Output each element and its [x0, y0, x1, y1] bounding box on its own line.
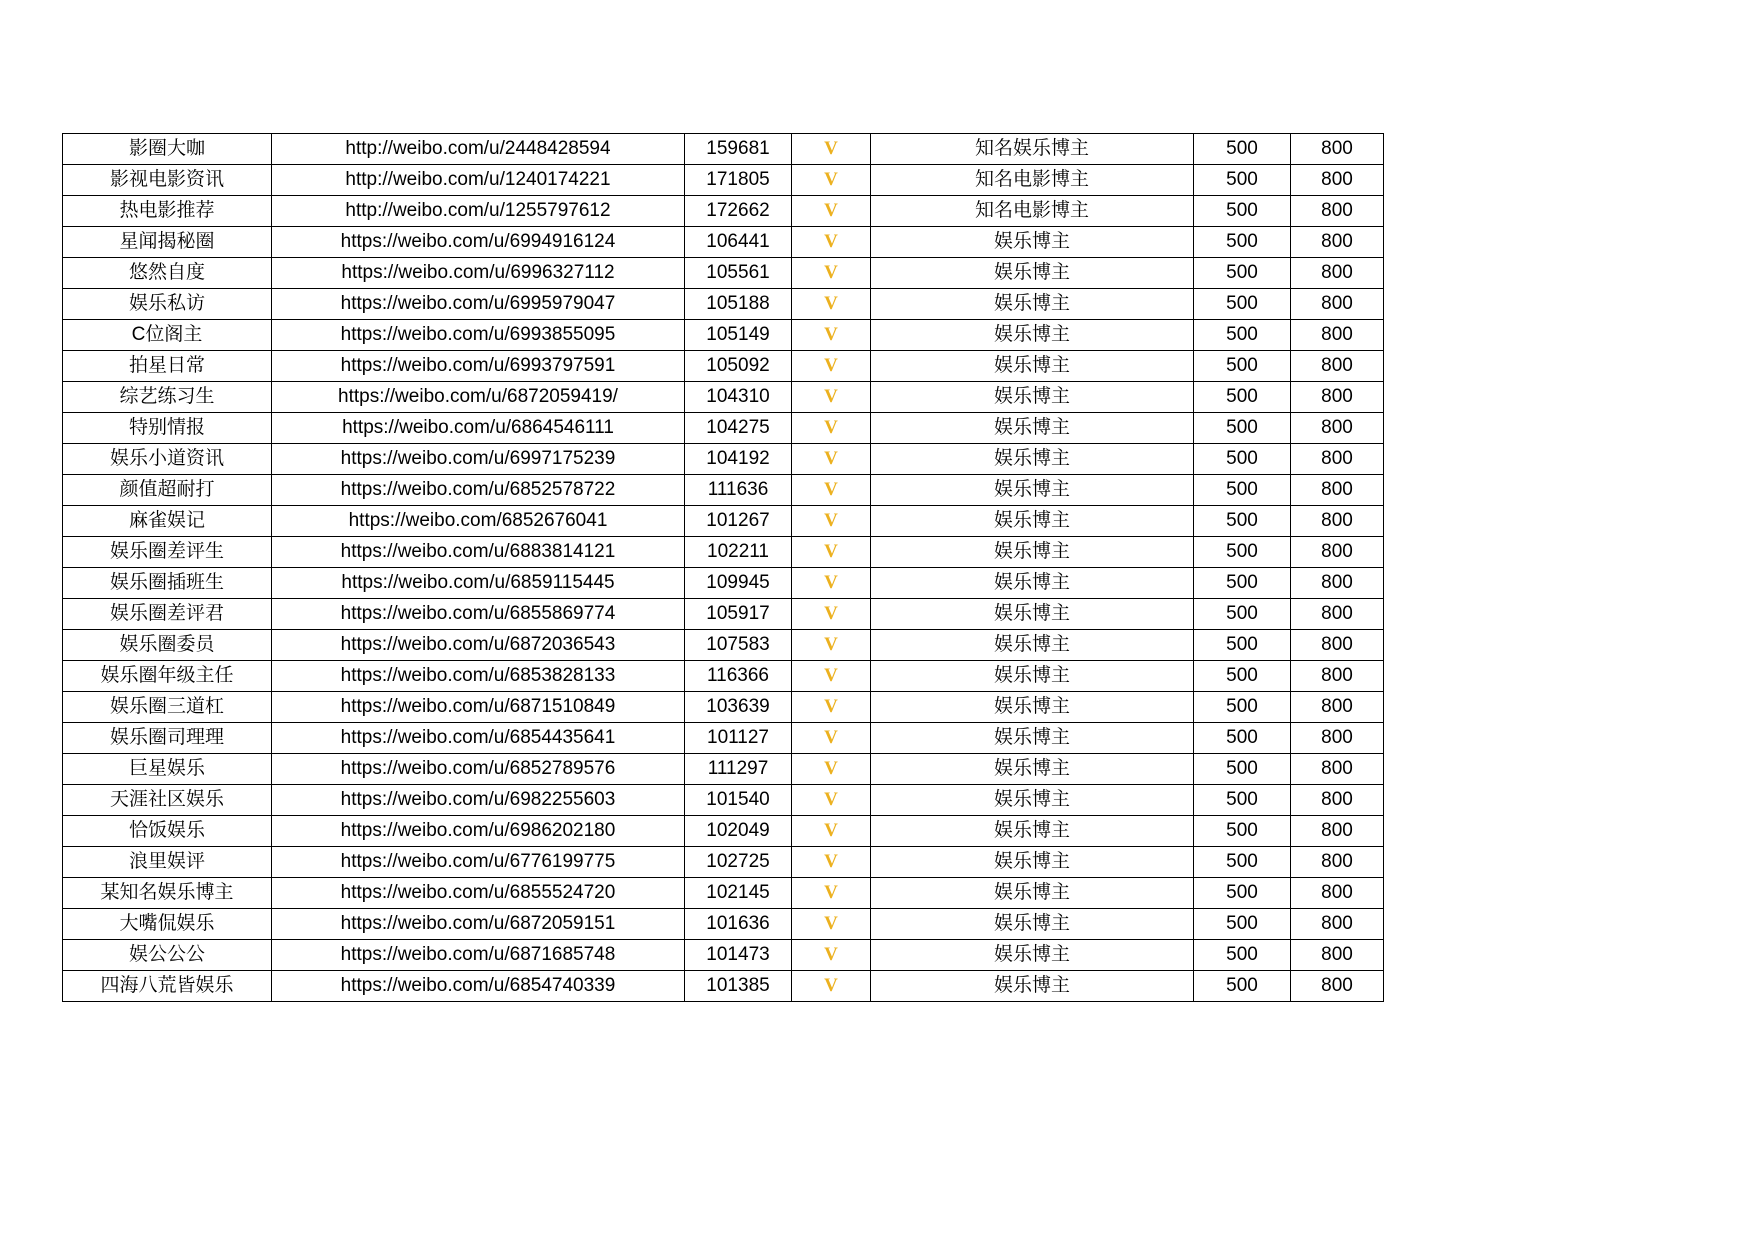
- cell-price-two: 800: [1291, 320, 1384, 351]
- cell-blogger-type: 娱乐博主: [871, 816, 1194, 847]
- cell-blogger-name: 大嘴侃娱乐: [63, 909, 272, 940]
- cell-blogger-name: 娱乐圈委员: [63, 630, 272, 661]
- cell-blogger-name: 麻雀娱记: [63, 506, 272, 537]
- badge-label: V: [824, 293, 838, 314]
- cell-blogger-type: 娱乐博主: [871, 227, 1194, 258]
- cell-price-one: 500: [1194, 692, 1291, 723]
- verified-badge-icon: [792, 847, 871, 878]
- cell-blogger-name: 娱乐圈差评生: [63, 537, 272, 568]
- cell-blogger-type: 娱乐博主: [871, 940, 1194, 971]
- cell-price-one: 500: [1194, 909, 1291, 940]
- verified-badge-icon: [792, 382, 871, 413]
- cell-profile-url[interactable]: https://weibo.com/u/6982255603: [272, 785, 685, 816]
- cell-blogger-type: 娱乐博主: [871, 847, 1194, 878]
- cell-blogger-type: 娱乐博主: [871, 258, 1194, 289]
- verified-badge-icon: [792, 320, 871, 351]
- cell-blogger-name: 影视电影资讯: [63, 165, 272, 196]
- cell-blogger-name: 颜值超耐打: [63, 475, 272, 506]
- badge-label: V: [824, 727, 838, 748]
- badge-label: V: [824, 572, 838, 593]
- table-row[interactable]: [63, 599, 1384, 630]
- table-row[interactable]: [63, 196, 1384, 227]
- badge-label: V: [824, 386, 838, 407]
- cell-blogger-type: 娱乐博主: [871, 568, 1194, 599]
- cell-price-two: 800: [1291, 785, 1384, 816]
- cell-price-two: 800: [1291, 568, 1384, 599]
- table-row[interactable]: [63, 754, 1384, 785]
- cell-blogger-name: 综艺练习生: [63, 382, 272, 413]
- cell-price-one: 500: [1194, 351, 1291, 382]
- table-row[interactable]: [63, 475, 1384, 506]
- cell-blogger-id: 106441: [685, 227, 792, 258]
- badge-label: V: [824, 603, 838, 624]
- cell-profile-url[interactable]: http://weibo.com/u/1255797612: [272, 196, 685, 227]
- cell-price-two: 800: [1291, 692, 1384, 723]
- cell-price-one: 500: [1194, 258, 1291, 289]
- badge-label: V: [824, 882, 838, 903]
- cell-blogger-type: 娱乐博主: [871, 599, 1194, 630]
- cell-profile-url[interactable]: https://weibo.com/u/6986202180: [272, 816, 685, 847]
- verified-badge-icon: [792, 196, 871, 227]
- cell-blogger-type: 娱乐博主: [871, 630, 1194, 661]
- cell-price-two: 800: [1291, 816, 1384, 847]
- cell-price-two: 800: [1291, 506, 1384, 537]
- cell-profile-url[interactable]: https://weibo.com/u/6854435641: [272, 723, 685, 754]
- table-row[interactable]: [63, 816, 1384, 847]
- cell-profile-url[interactable]: https://weibo.com/u/6997175239: [272, 444, 685, 475]
- cell-price-two: 800: [1291, 630, 1384, 661]
- badge-label: V: [824, 789, 838, 810]
- cell-blogger-id: 105188: [685, 289, 792, 320]
- badge-label: V: [824, 479, 838, 500]
- verified-badge-icon: [792, 227, 871, 258]
- table-row[interactable]: [63, 971, 1384, 1002]
- verified-badge-icon: [792, 971, 871, 1002]
- cell-price-one: 500: [1194, 382, 1291, 413]
- cell-blogger-type: 娱乐博主: [871, 878, 1194, 909]
- cell-price-two: 800: [1291, 227, 1384, 258]
- spreadsheet-area: [62, 133, 1353, 1002]
- verified-badge-icon: [792, 289, 871, 320]
- verified-badge-icon: [792, 878, 871, 909]
- table-row[interactable]: [63, 878, 1384, 909]
- cell-blogger-id: 171805: [685, 165, 792, 196]
- cell-blogger-id: 111636: [685, 475, 792, 506]
- cell-price-one: 500: [1194, 444, 1291, 475]
- cell-blogger-id: 105561: [685, 258, 792, 289]
- cell-profile-url[interactable]: https://weibo.com/u/6855869774: [272, 599, 685, 630]
- cell-blogger-id: 101636: [685, 909, 792, 940]
- table-body: [63, 134, 1384, 1002]
- badge-label: V: [824, 510, 838, 531]
- badge-label: V: [824, 634, 838, 655]
- cell-profile-url[interactable]: http://weibo.com/u/2448428594: [272, 134, 685, 165]
- cell-price-one: 500: [1194, 537, 1291, 568]
- verified-badge-icon: [792, 630, 871, 661]
- cell-blogger-id: 101127: [685, 723, 792, 754]
- badge-label: V: [824, 138, 838, 159]
- verified-badge-icon: [792, 444, 871, 475]
- cell-blogger-name: 天涯社区娱乐: [63, 785, 272, 816]
- cell-blogger-name: 拍星日常: [63, 351, 272, 382]
- cell-price-two: 800: [1291, 382, 1384, 413]
- cell-price-one: 500: [1194, 847, 1291, 878]
- badge-label: V: [824, 913, 838, 934]
- cell-price-one: 500: [1194, 196, 1291, 227]
- cell-price-two: 800: [1291, 258, 1384, 289]
- cell-price-one: 500: [1194, 506, 1291, 537]
- cell-price-two: 800: [1291, 723, 1384, 754]
- cell-blogger-type: 娱乐博主: [871, 351, 1194, 382]
- cell-profile-url[interactable]: http://weibo.com/u/1240174221: [272, 165, 685, 196]
- cell-blogger-name: 巨星娱乐: [63, 754, 272, 785]
- badge-label: V: [824, 262, 838, 283]
- badge-label: V: [824, 975, 838, 996]
- badge-label: V: [824, 200, 838, 221]
- badge-label: V: [824, 169, 838, 190]
- verified-badge-icon: [792, 754, 871, 785]
- cell-blogger-id: 105149: [685, 320, 792, 351]
- cell-profile-url[interactable]: https://weibo.com/u/6872059419/: [272, 382, 685, 413]
- cell-blogger-id: 101473: [685, 940, 792, 971]
- cell-blogger-name: C位阁主: [63, 320, 272, 351]
- verified-badge-icon: [792, 475, 871, 506]
- cell-blogger-type: 娱乐博主: [871, 909, 1194, 940]
- cell-blogger-type: 娱乐博主: [871, 289, 1194, 320]
- cell-blogger-id: 104310: [685, 382, 792, 413]
- cell-blogger-id: 102725: [685, 847, 792, 878]
- verified-badge-icon: [792, 165, 871, 196]
- cell-price-two: 800: [1291, 289, 1384, 320]
- verified-badge-icon: [792, 661, 871, 692]
- cell-price-one: 500: [1194, 878, 1291, 909]
- cell-profile-url[interactable]: https://weibo.com/u/6872059151: [272, 909, 685, 940]
- cell-blogger-id: 104275: [685, 413, 792, 444]
- cell-blogger-type: 娱乐博主: [871, 537, 1194, 568]
- cell-profile-url[interactable]: https://weibo.com/u/6853828133: [272, 661, 685, 692]
- table-row[interactable]: [63, 351, 1384, 382]
- table-row[interactable]: [63, 847, 1384, 878]
- cell-price-one: 500: [1194, 599, 1291, 630]
- cell-blogger-id: 101540: [685, 785, 792, 816]
- cell-blogger-id: 159681: [685, 134, 792, 165]
- verified-badge-icon: [792, 599, 871, 630]
- cell-blogger-name: 某知名娱乐博主: [63, 878, 272, 909]
- table-row[interactable]: [63, 320, 1384, 351]
- cell-price-one: 500: [1194, 227, 1291, 258]
- cell-profile-url[interactable]: https://weibo.com/6852676041: [272, 506, 685, 537]
- cell-price-one: 500: [1194, 289, 1291, 320]
- cell-blogger-id: 102049: [685, 816, 792, 847]
- cell-profile-url[interactable]: https://weibo.com/u/6993855095: [272, 320, 685, 351]
- cell-blogger-type: 娱乐博主: [871, 692, 1194, 723]
- cell-blogger-id: 116366: [685, 661, 792, 692]
- cell-blogger-type: 知名娱乐博主: [871, 134, 1194, 165]
- cell-blogger-id: 104192: [685, 444, 792, 475]
- cell-price-one: 500: [1194, 661, 1291, 692]
- table-row[interactable]: [63, 909, 1384, 940]
- cell-blogger-name: 娱公公公: [63, 940, 272, 971]
- cell-price-two: 800: [1291, 444, 1384, 475]
- verified-badge-icon: [792, 351, 871, 382]
- cell-price-two: 800: [1291, 661, 1384, 692]
- cell-blogger-type: 娱乐博主: [871, 413, 1194, 444]
- cell-blogger-id: 111297: [685, 754, 792, 785]
- cell-price-two: 800: [1291, 754, 1384, 785]
- table-row[interactable]: [63, 444, 1384, 475]
- cell-blogger-id: 105092: [685, 351, 792, 382]
- cell-price-one: 500: [1194, 413, 1291, 444]
- cell-blogger-type: 娱乐博主: [871, 785, 1194, 816]
- table-row[interactable]: [63, 258, 1384, 289]
- cell-blogger-name: 娱乐圈差评君: [63, 599, 272, 630]
- cell-blogger-type: 娱乐博主: [871, 754, 1194, 785]
- cell-blogger-type: 娱乐博主: [871, 971, 1194, 1002]
- verified-badge-icon: [792, 568, 871, 599]
- verified-badge-icon: [792, 940, 871, 971]
- blogger-price-table: [62, 133, 1384, 1002]
- cell-price-two: 800: [1291, 940, 1384, 971]
- cell-price-one: 500: [1194, 165, 1291, 196]
- verified-badge-icon: [792, 134, 871, 165]
- cell-profile-url[interactable]: https://weibo.com/u/6859115445: [272, 568, 685, 599]
- badge-label: V: [824, 851, 838, 872]
- cell-blogger-id: 103639: [685, 692, 792, 723]
- cell-blogger-name: 恰饭娱乐: [63, 816, 272, 847]
- cell-profile-url[interactable]: https://weibo.com/u/6883814121: [272, 537, 685, 568]
- cell-blogger-name: 星闻揭秘圈: [63, 227, 272, 258]
- verified-badge-icon: [792, 785, 871, 816]
- cell-blogger-type: 娱乐博主: [871, 723, 1194, 754]
- badge-label: V: [824, 665, 838, 686]
- cell-profile-url[interactable]: https://weibo.com/u/6776199775: [272, 847, 685, 878]
- table-row[interactable]: [63, 661, 1384, 692]
- badge-label: V: [824, 324, 838, 345]
- cell-blogger-name: 娱乐圈司理理: [63, 723, 272, 754]
- badge-label: V: [824, 417, 838, 438]
- cell-profile-url[interactable]: https://weibo.com/u/6854740339: [272, 971, 685, 1002]
- cell-price-two: 800: [1291, 165, 1384, 196]
- cell-blogger-name: 热电影推荐: [63, 196, 272, 227]
- cell-blogger-id: 101385: [685, 971, 792, 1002]
- cell-price-one: 500: [1194, 723, 1291, 754]
- verified-badge-icon: [792, 692, 871, 723]
- cell-profile-url[interactable]: https://weibo.com/u/6871510849: [272, 692, 685, 723]
- cell-blogger-type: 娱乐博主: [871, 382, 1194, 413]
- cell-profile-url[interactable]: https://weibo.com/u/6871685748: [272, 940, 685, 971]
- cell-blogger-type: 知名电影博主: [871, 165, 1194, 196]
- cell-price-one: 500: [1194, 940, 1291, 971]
- cell-profile-url[interactable]: https://weibo.com/u/6864546111: [272, 413, 685, 444]
- cell-profile-url[interactable]: https://weibo.com/u/6872036543: [272, 630, 685, 661]
- badge-label: V: [824, 758, 838, 779]
- table-row[interactable]: [63, 692, 1384, 723]
- table-row[interactable]: [63, 785, 1384, 816]
- table-row[interactable]: [63, 413, 1384, 444]
- cell-price-one: 500: [1194, 320, 1291, 351]
- cell-price-two: 800: [1291, 537, 1384, 568]
- cell-blogger-id: 105917: [685, 599, 792, 630]
- cell-price-one: 500: [1194, 134, 1291, 165]
- cell-price-two: 800: [1291, 475, 1384, 506]
- table-row[interactable]: [63, 382, 1384, 413]
- cell-price-one: 500: [1194, 816, 1291, 847]
- table-row[interactable]: [63, 630, 1384, 661]
- badge-label: V: [824, 944, 838, 965]
- cell-price-two: 800: [1291, 134, 1384, 165]
- cell-blogger-id: 172662: [685, 196, 792, 227]
- cell-blogger-id: 102211: [685, 537, 792, 568]
- cell-blogger-id: 101267: [685, 506, 792, 537]
- cell-price-one: 500: [1194, 568, 1291, 599]
- table-row[interactable]: [63, 940, 1384, 971]
- cell-price-one: 500: [1194, 785, 1291, 816]
- table-row[interactable]: [63, 506, 1384, 537]
- cell-price-two: 800: [1291, 971, 1384, 1002]
- cell-blogger-type: 娱乐博主: [871, 475, 1194, 506]
- cell-blogger-name: 娱乐圈年级主任: [63, 661, 272, 692]
- cell-blogger-name: 特别情报: [63, 413, 272, 444]
- table-row[interactable]: [63, 537, 1384, 568]
- verified-badge-icon: [792, 816, 871, 847]
- badge-label: V: [824, 231, 838, 252]
- cell-price-one: 500: [1194, 754, 1291, 785]
- table-row[interactable]: [63, 227, 1384, 258]
- table-row[interactable]: [63, 568, 1384, 599]
- verified-badge-icon: [792, 723, 871, 754]
- cell-blogger-name: 影圈大咖: [63, 134, 272, 165]
- cell-price-two: 800: [1291, 351, 1384, 382]
- table-row[interactable]: [63, 723, 1384, 754]
- cell-price-two: 800: [1291, 847, 1384, 878]
- verified-badge-icon: [792, 506, 871, 537]
- badge-label: V: [824, 355, 838, 376]
- cell-price-one: 500: [1194, 971, 1291, 1002]
- cell-price-two: 800: [1291, 196, 1384, 227]
- cell-blogger-type: 娱乐博主: [871, 320, 1194, 351]
- verified-badge-icon: [792, 537, 871, 568]
- cell-blogger-id: 102145: [685, 878, 792, 909]
- cell-blogger-id: 109945: [685, 568, 792, 599]
- table-row[interactable]: [63, 134, 1384, 165]
- cell-profile-url[interactable]: https://weibo.com/u/6855524720: [272, 878, 685, 909]
- cell-blogger-name: 娱乐圈三道杠: [63, 692, 272, 723]
- cell-price-two: 800: [1291, 909, 1384, 940]
- cell-profile-url[interactable]: https://weibo.com/u/6996327112: [272, 258, 685, 289]
- cell-blogger-name: 浪里娱评: [63, 847, 272, 878]
- cell-price-two: 800: [1291, 878, 1384, 909]
- cell-blogger-type: 知名电影博主: [871, 196, 1194, 227]
- cell-blogger-name: 娱乐圈插班生: [63, 568, 272, 599]
- cell-blogger-type: 娱乐博主: [871, 661, 1194, 692]
- badge-label: V: [824, 541, 838, 562]
- verified-badge-icon: [792, 413, 871, 444]
- cell-price-two: 800: [1291, 413, 1384, 444]
- table-row[interactable]: [63, 165, 1384, 196]
- badge-label: V: [824, 820, 838, 841]
- cell-blogger-type: 娱乐博主: [871, 506, 1194, 537]
- table-row[interactable]: [63, 289, 1384, 320]
- cell-profile-url[interactable]: https://weibo.com/u/6994916124: [272, 227, 685, 258]
- badge-label: V: [824, 448, 838, 469]
- cell-blogger-type: 娱乐博主: [871, 444, 1194, 475]
- cell-profile-url[interactable]: https://weibo.com/u/6993797591: [272, 351, 685, 382]
- cell-profile-url[interactable]: https://weibo.com/u/6852578722: [272, 475, 685, 506]
- cell-price-one: 500: [1194, 475, 1291, 506]
- cell-blogger-name: 娱乐小道资讯: [63, 444, 272, 475]
- verified-badge-icon: [792, 258, 871, 289]
- cell-profile-url[interactable]: https://weibo.com/u/6995979047: [272, 289, 685, 320]
- cell-blogger-id: 107583: [685, 630, 792, 661]
- cell-price-one: 500: [1194, 630, 1291, 661]
- badge-label: V: [824, 696, 838, 717]
- cell-blogger-name: 悠然自度: [63, 258, 272, 289]
- cell-price-two: 800: [1291, 599, 1384, 630]
- cell-blogger-name: 四海八荒皆娱乐: [63, 971, 272, 1002]
- verified-badge-icon: [792, 909, 871, 940]
- cell-profile-url[interactable]: https://weibo.com/u/6852789576: [272, 754, 685, 785]
- cell-blogger-name: 娱乐私访: [63, 289, 272, 320]
